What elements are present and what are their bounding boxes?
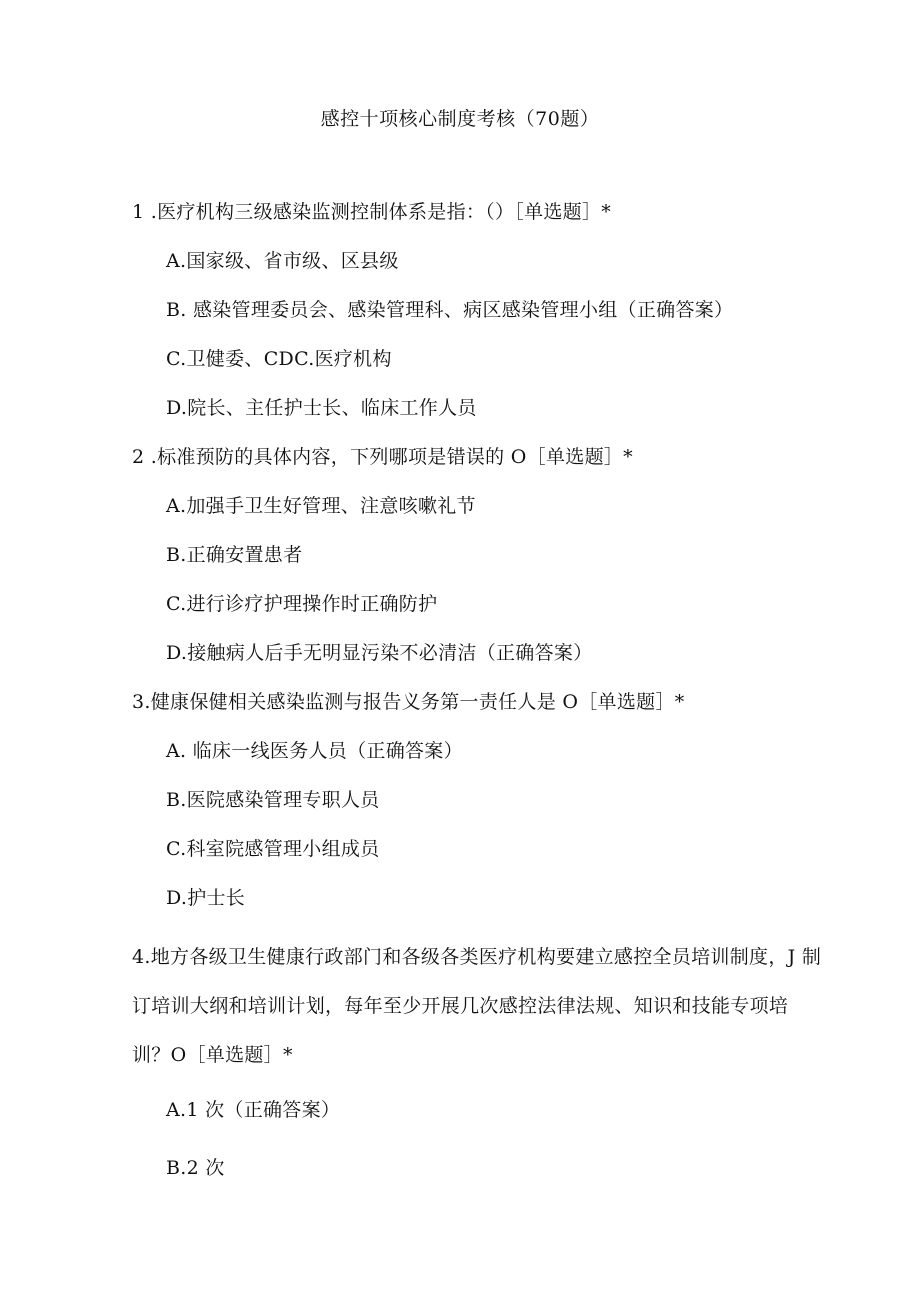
question-2: 2 .标准预防的具体内容，下列哪项是错误的 O［单选题］* [132,446,633,468]
question-1: 1 .医疗机构三级感染监测控制体系是指：（）［单选题］* [132,201,612,223]
question-1-option-b: B. 感染管理委员会、感染管理科、病区感染管理小组（正确答案） [166,299,734,321]
question-4-option-a: A.1 次（正确答案） [166,1099,341,1121]
question-4: 4.地方各级卫生健康行政部门和各级各类医疗机构要建立感控全员培训制度，J 制订培训大纲和培训计划，每年至少开展几次感控法律法规、知识和技能专项培训？O［单选题］* [132,946,822,1066]
question-3: 3.健康保健相关感染监测与报告义务第一责任人是 O［单选题］* [132,691,685,713]
question-2-option-d: D.接触病人后手无明显污染不必清洁（正确答案） [166,642,593,664]
question-1-option-c: C.卫健委、CDC.医疗机构 [166,348,392,370]
question-3-option-d: D.护士长 [166,887,246,909]
question-3-option-b: B.医院感染管理专职人员 [166,789,380,811]
question-1-option-a: A.国家级、省市级、区县级 [166,250,399,272]
question-2-option-c: C.进行诊疗护理操作时正确防护 [166,593,438,615]
question-list [132,198,822,1203]
question-1-option-d: D.院长、主任护士长、临床工作人员 [166,397,477,419]
question-3-option-a: A. 临床一线医务人员（正确答案） [166,740,463,762]
document-title: 感控十项核心制度考核（70题） [320,108,600,130]
question-2-option-a: A.加强手卫生好管理、注意咳嗽礼节 [166,495,476,517]
question-2-option-b: B.正确安置患者 [166,544,303,566]
spacer [132,1080,822,1096]
question-4-option-b: B.2 次 [166,1157,225,1179]
question-3-option-c: C.科室院感管理小组成员 [166,838,380,860]
